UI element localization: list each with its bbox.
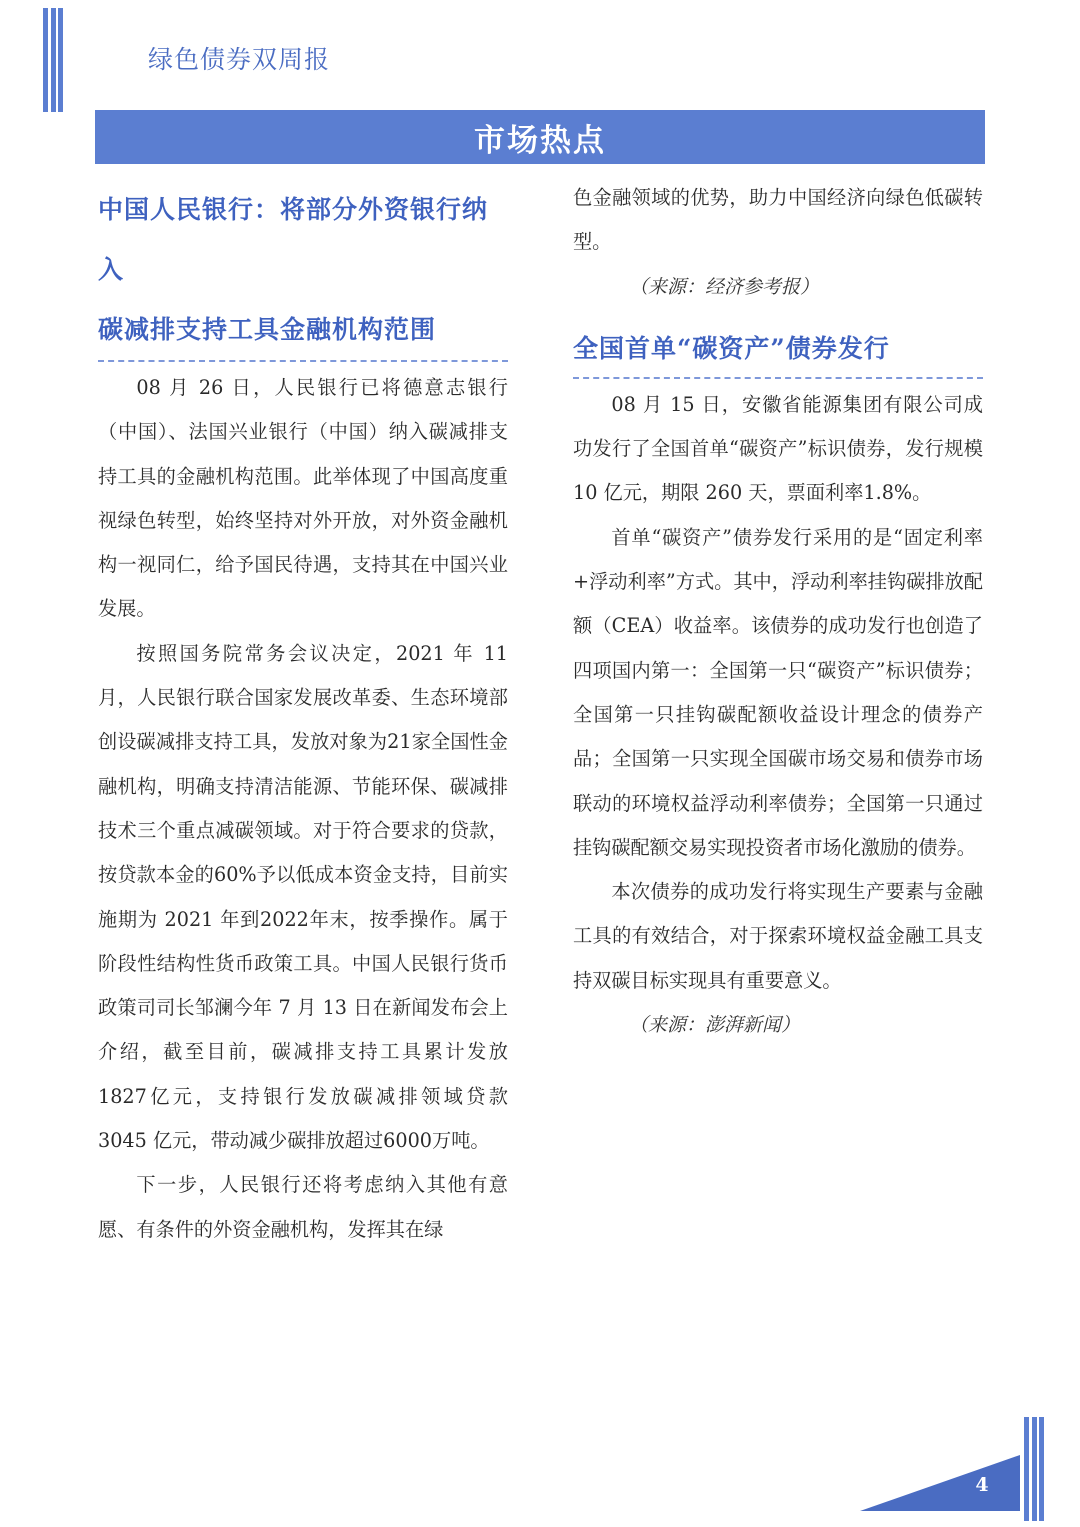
article1-headline-line2: 碳减排支持工具金融机构范围 xyxy=(98,315,437,344)
header-decoration-bars xyxy=(43,8,63,112)
article2-paragraph-2: 首单“碳资产”债券发行采用的是“固定利率+浮动利率”方式。其中，浮动利率挂钩碳排放配额（CEA）收益率。该债券的成功发行也创造了四项国内第一：全国第一只“碳资产”标识债券；全国第一只挂钩碳配额收益设计理念的债券产品；全国第一只实现全国碳市场交易和债券市场联动的环境权益浮动利率债券；全国第一只通过挂钩碳配额交易实现投资者市场化激励的债券。 xyxy=(573,525,983,859)
page-number: 4 xyxy=(975,1474,989,1496)
section-title: 市场热点 xyxy=(474,122,606,159)
article2-source: （来源：澎湃新闻） xyxy=(629,1014,801,1037)
article1-headline-line1: 中国人民银行：将部分外资银行纳入 xyxy=(98,195,489,284)
article2-paragraph-3: 本次债券的成功发行将实现生产要素与金融工具的有效结合，对于探索环境权益金融工具支持双碳目标实现具有重要意义。 xyxy=(573,880,983,992)
article2-paragraph-1: 08 月 15 日，安徽省能源集团有限公司成功发行了全国首单“碳资产”标识债券，发行规模 10 亿元，期限 260 天，票面利率1.8%。 xyxy=(573,392,983,505)
right-column xyxy=(573,176,983,1047)
article1-paragraph-3-start: 下一步，人民银行还将考虑纳入其他有意愿、有条件的外资金融机构，发挥其在绿 xyxy=(98,1173,508,1241)
page-number-triangle xyxy=(860,1455,1030,1511)
article1-headline xyxy=(98,180,508,360)
left-column xyxy=(98,180,508,1252)
section-banner xyxy=(95,110,985,164)
article2-headline: 全国首单“碳资产”债券发行 xyxy=(573,333,890,363)
report-name: 绿色债券双周报 xyxy=(148,45,331,74)
article1-paragraph-1: 08 月 26 日，人民银行已将德意志银行（中国）、法国兴业银行（中国）纳入碳减排支持工具的金融机构范围。此举体现了中国高度重视绿色转型，始终坚持对外开放，对外资金融机构一视同仁，给予国民待遇，支持其在中国兴业发展。 xyxy=(98,376,508,621)
article1-paragraph-3-continued: 色金融领域的优势，助力中国经济向绿色低碳转型。 xyxy=(573,186,983,254)
article1-divider xyxy=(98,360,508,362)
article1-source: （来源：经济参考报） xyxy=(629,275,820,298)
article1-paragraph-2: 按照国务院常务会议决定，2021 年 11 月，人民银行联合国家发展改革委、生态环境部创设碳减排支持工具，发放对象为21家全国性金融机构，明确支持清洁能源、节能环保、碳减排技术三个重点减碳领域。对于符合要求的贷款，按贷款本金的60%予以低成本资金支持，目前实施期为 2021 年到2022年末，按季操作。属于阶段性结构性货币政策工具。中国人民银行货币政策司司长邹澜今年 7 月 13 日在新闻发布会上介绍，截至目前，碳减排支持工具累计发放1827亿元，支持银行发放碳减排领域贷款 3045 亿元，带动减少碳排放超过6000万吨。 xyxy=(98,641,508,1153)
footer-decoration-bars xyxy=(1024,1417,1044,1521)
article2-divider xyxy=(573,377,983,379)
